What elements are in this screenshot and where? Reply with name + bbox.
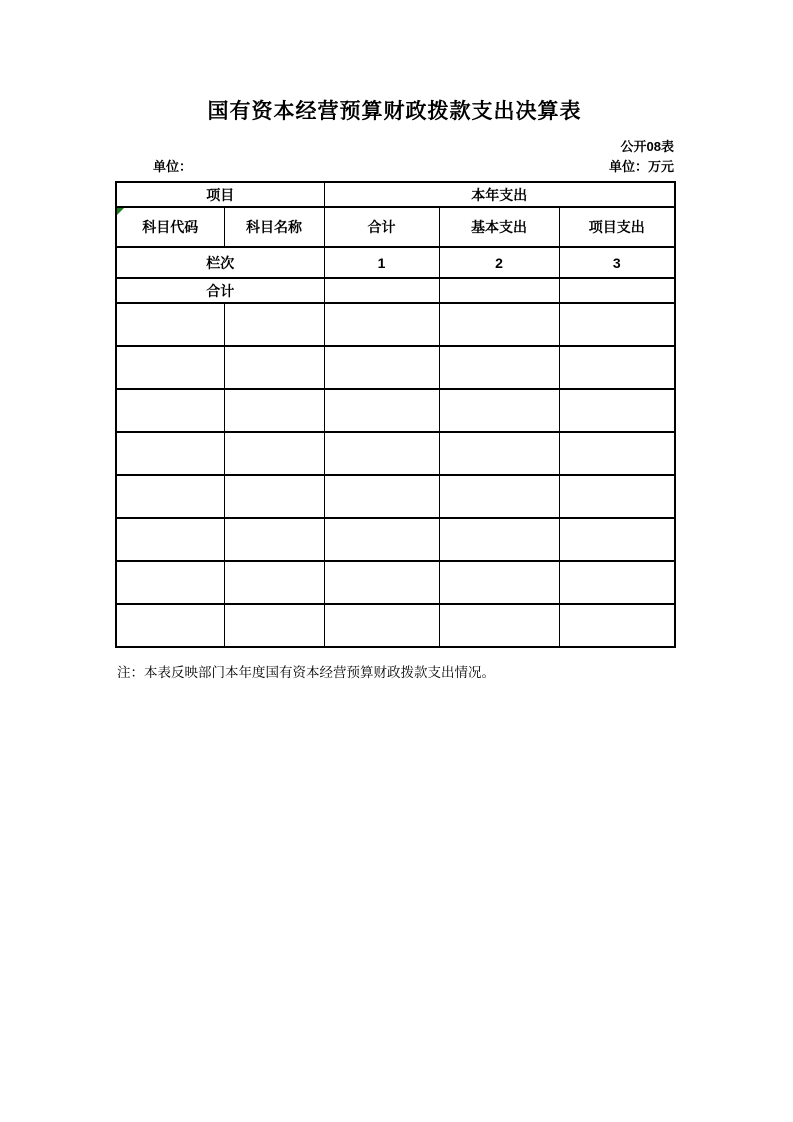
empty-data-row — [116, 346, 675, 389]
unit-of-measure-label: 单位：万元 — [608, 159, 674, 174]
expenditure-table — [115, 181, 676, 648]
unit-label: 单位： — [153, 159, 193, 174]
empty-cell — [224, 518, 324, 561]
grand-total-row — [116, 278, 675, 303]
header-current-year-expenditure: 本年支出 — [324, 182, 675, 207]
column-index-row — [116, 247, 675, 278]
empty-data-row — [116, 518, 675, 561]
empty-cell — [116, 518, 224, 561]
empty-cell — [439, 518, 559, 561]
empty-cell — [439, 475, 559, 518]
empty-cell — [324, 303, 439, 346]
page-title: 国有资本经营预算财政拨款支出决算表 — [207, 100, 582, 123]
column-index-2: 2 — [439, 247, 559, 278]
empty-data-row — [116, 604, 675, 647]
header-columns-row — [116, 207, 675, 247]
empty-cell — [559, 346, 675, 389]
empty-cell — [559, 604, 675, 647]
unit-row — [115, 159, 674, 175]
header-subject-name: 科目名称 — [224, 207, 324, 247]
column-index-label: 栏次 — [116, 247, 324, 278]
header-group-row — [116, 182, 675, 207]
empty-cell — [439, 604, 559, 647]
empty-cell — [116, 475, 224, 518]
empty-cell — [224, 475, 324, 518]
empty-cell — [116, 346, 224, 389]
empty-cell — [324, 346, 439, 389]
grand-total-label: 合计 — [116, 278, 324, 303]
empty-cell — [324, 432, 439, 475]
empty-data-row — [116, 303, 675, 346]
empty-cell — [224, 604, 324, 647]
column-index-3: 3 — [559, 247, 675, 278]
empty-cell — [559, 389, 675, 432]
empty-data-row — [116, 561, 675, 604]
header-total: 合计 — [324, 207, 439, 247]
empty-cell — [116, 561, 224, 604]
empty-cell — [559, 303, 675, 346]
empty-cell — [324, 561, 439, 604]
header-subject-code — [116, 207, 224, 247]
empty-cell — [116, 389, 224, 432]
empty-cell — [324, 604, 439, 647]
empty-cell — [224, 303, 324, 346]
empty-cell — [116, 432, 224, 475]
empty-cell — [116, 604, 224, 647]
empty-cell — [324, 475, 439, 518]
header-project-expenditure: 项目支出 — [559, 207, 675, 247]
empty-data-row — [116, 389, 675, 432]
error-corner-triangle-icon — [117, 208, 124, 215]
grand-total-value-basic — [439, 278, 559, 303]
empty-cell — [439, 432, 559, 475]
empty-cell — [439, 303, 559, 346]
empty-cell — [324, 518, 439, 561]
empty-cell — [439, 561, 559, 604]
table-code-label: 公开08表 — [620, 139, 674, 154]
empty-cell — [224, 432, 324, 475]
empty-data-row — [116, 475, 675, 518]
empty-cell — [224, 561, 324, 604]
empty-cell — [224, 389, 324, 432]
empty-cell — [439, 346, 559, 389]
grand-total-value-total — [324, 278, 439, 303]
empty-cell — [324, 389, 439, 432]
empty-cell — [559, 518, 675, 561]
empty-data-row — [116, 432, 675, 475]
empty-cell — [559, 475, 675, 518]
grand-total-value-project — [559, 278, 675, 303]
header-project: 项目 — [116, 182, 324, 207]
empty-cell — [559, 432, 675, 475]
empty-cell — [116, 303, 224, 346]
header-subject-code-label: 科目代码 — [142, 219, 199, 235]
header-basic-expenditure: 基本支出 — [439, 207, 559, 247]
empty-cell — [559, 561, 675, 604]
empty-cell — [439, 389, 559, 432]
sheet-content — [115, 98, 674, 681]
empty-cell — [224, 346, 324, 389]
footnote: 注：本表反映部门本年度国有资本经营预算财政拨款支出情况。 — [117, 665, 495, 680]
column-index-1: 1 — [324, 247, 439, 278]
